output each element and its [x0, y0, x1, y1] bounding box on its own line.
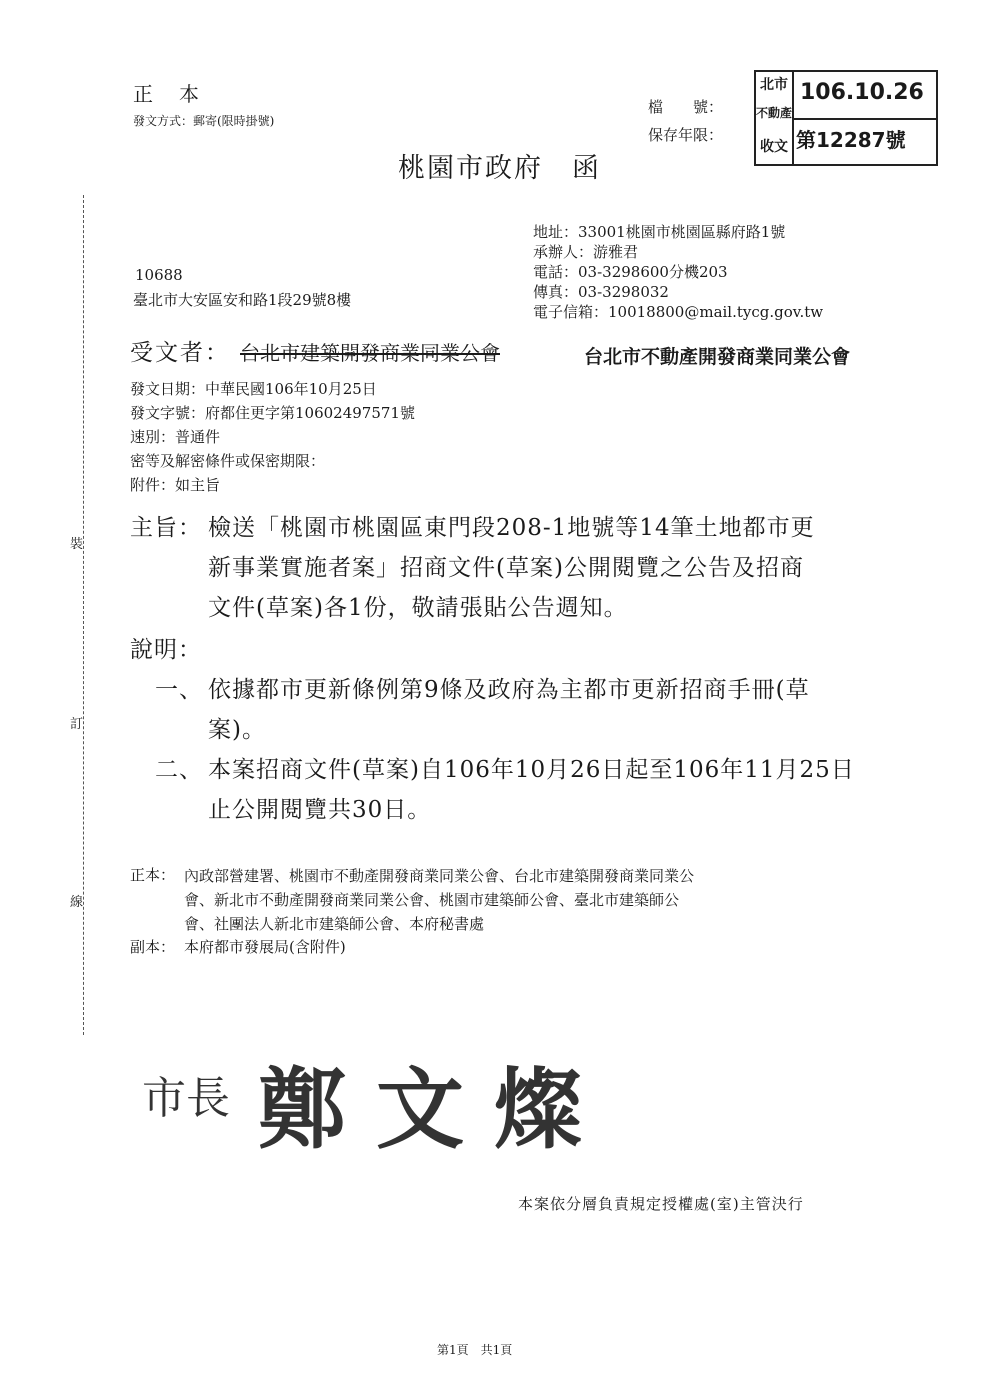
- send-method: 發文方式：郵寄(限時掛號): [133, 114, 275, 128]
- sender-fax: 傳真：03-3298032: [533, 283, 669, 301]
- receipt-stamp: [754, 70, 938, 166]
- mayor-title: 市長: [142, 1073, 230, 1124]
- subject-body: [208, 508, 815, 628]
- original-copy-label: 正本：: [130, 866, 176, 884]
- explanation-item: [208, 750, 855, 830]
- recipient-crossed: 台北市建築開發商業同業公會: [240, 341, 500, 365]
- subject-line: 新事業實施者案」招商文件(草案)公開閱覽之公告及招商: [208, 555, 804, 581]
- document-meta: [130, 377, 415, 497]
- distribution-line: 內政部營建署、桃園市不動產開發商業同業公會、台北市建築開發商業同業公: [184, 867, 695, 885]
- stamp-number: 第12287號: [796, 128, 906, 152]
- explanation-line: 依據都市更新條例第9條及政府為主都市更新招商手冊(草: [208, 677, 810, 703]
- stamp-org-3: 收文: [760, 139, 788, 155]
- sender-phone: 電話：03-3298600分機203: [533, 263, 728, 281]
- stamp-org-1: 北市: [760, 77, 788, 93]
- explanation-item-num: 二、: [155, 757, 203, 783]
- recipient-address: 臺北市大安區安和路1段29號8樓: [133, 291, 352, 309]
- explanation-item-num: 一、: [155, 677, 203, 703]
- recipient-label: 受文者：: [130, 340, 230, 366]
- recipient-corrected: 台北市不動產開發商業同業公會: [584, 346, 851, 368]
- binding-line: [83, 195, 84, 1035]
- subject-line: 文件(草案)各1份，敬請張貼公告週知。: [208, 595, 628, 621]
- delegation-note: 本案依分層負責規定授權處(室)主管決行: [518, 1195, 804, 1213]
- stamp-date: 106.10.26: [800, 80, 924, 105]
- subject-line: 檢送「桃園市桃園區東門段208-1地號等14筆土地都市更: [208, 515, 815, 541]
- sender-contact-person: 承辦人：游雅君: [533, 243, 639, 261]
- explanation-line: 本案招商文件(草案)自106年10月26日起至106年11月25日: [208, 757, 855, 783]
- sender-email: 電子信箱：10018800@mail.tycg.gov.tw: [533, 303, 824, 321]
- page-number: 第1頁 共1頁: [437, 1343, 513, 1357]
- explanation-line: 止公開閱覽共30日。: [208, 797, 432, 823]
- document-title: 桃園市政府 函: [398, 153, 601, 184]
- carbon-copy-list: 本府都市發展局(含附件): [184, 938, 346, 956]
- subject-label: 主旨：: [130, 515, 202, 541]
- binding-mark: 線: [70, 888, 83, 913]
- carbon-copy-label: 副本：: [130, 938, 176, 956]
- urgency: 速別：普通件: [130, 428, 221, 446]
- stamp-org-2: 不動產: [756, 106, 793, 120]
- file-no-label: 檔 號：: [648, 98, 724, 116]
- document-number: 發文字號：府都住更字第10602497571號: [130, 404, 415, 422]
- explanation-label: 說明：: [130, 637, 202, 663]
- distribution-line: 會、新北市不動產開發商業同業公會、桃園市建築師公會、臺北市建築師公: [184, 891, 680, 909]
- binding-mark: 裝: [70, 530, 83, 555]
- sender-address: 地址：33001桃園市桃園區縣府路1號: [533, 223, 786, 241]
- confidentiality: 密等及解密條件或保密期限：: [130, 452, 326, 470]
- issue-date: 發文日期：中華民國106年10月25日: [130, 380, 377, 398]
- explanation-item: [208, 670, 810, 750]
- attachment: 附件：如主旨: [130, 476, 221, 494]
- retention-label: 保存年限：: [648, 126, 724, 144]
- mayor-signature: 鄭文燦: [258, 1057, 613, 1161]
- copy-type: 正 本: [133, 82, 202, 106]
- original-copy-list: [184, 864, 694, 936]
- sender-info: [533, 222, 823, 322]
- postal-code: 10688: [135, 266, 183, 284]
- distribution-line: 會、社團法人新北市建築師公會、本府秘書處: [184, 915, 485, 933]
- binding-mark: 訂: [70, 710, 83, 735]
- explanation-line: 案)。: [208, 717, 266, 743]
